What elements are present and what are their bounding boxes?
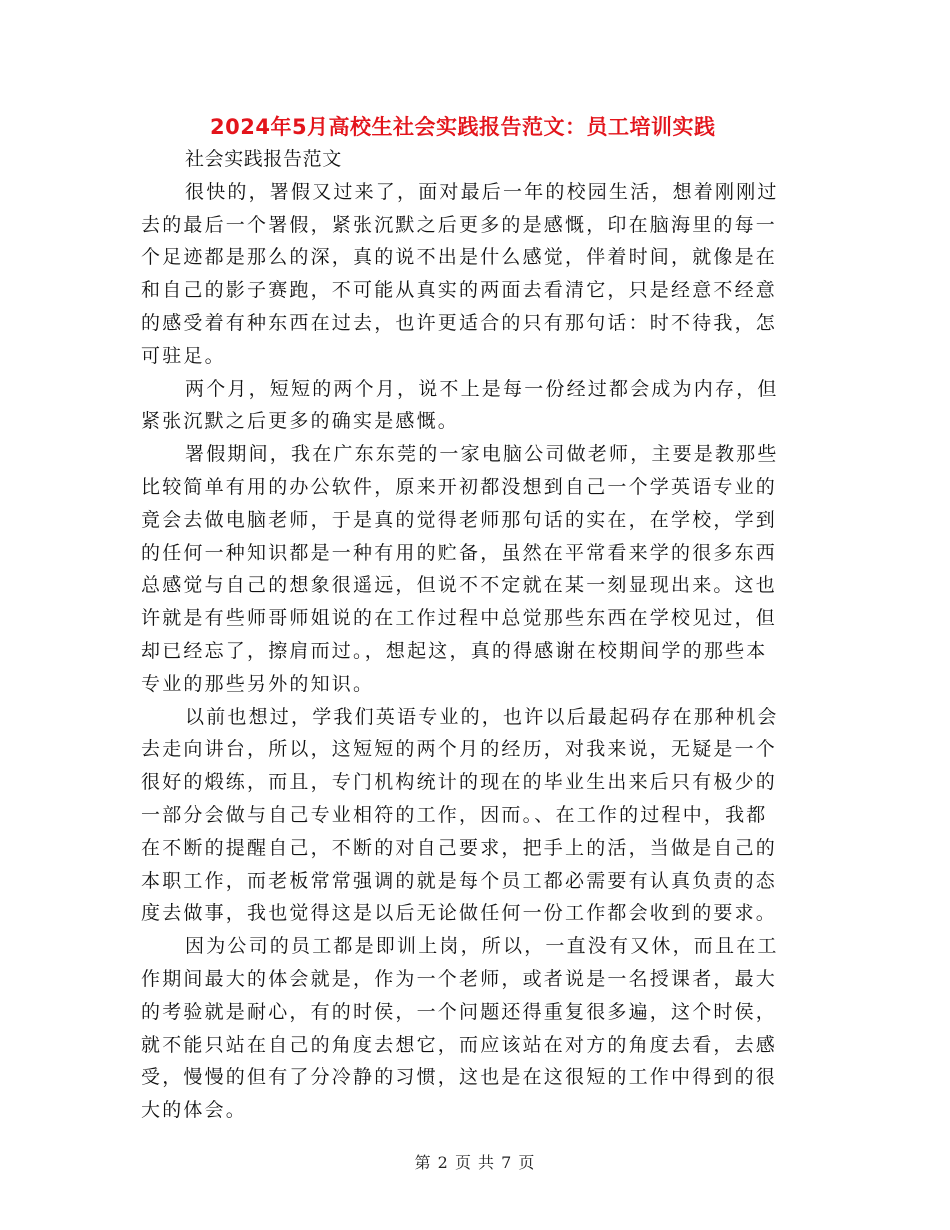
paragraph-line: 两个月，短短的两个月，说不上是每一份经过都会成为内存，但 xyxy=(185,377,779,400)
paragraph-line: 一部分会做与自己专业相符的工作，因而。、在工作的过程中，我都 xyxy=(141,803,768,826)
paragraph-line: 因为公司的员工都是即训上岗，所以，一直没有又休，而且在工 xyxy=(185,935,779,958)
paragraph-line: 许就是有些师哥师姐说的在工作过程中总觉那些东西在学校见过，但 xyxy=(141,607,778,630)
paragraph-line: 和自己的影子赛跑，不可能从真实的两面去看清它，只是经意不经意 xyxy=(141,279,778,302)
document-body xyxy=(141,143,806,1127)
paragraph-line: 作期间最大的体会就是，作为一个老师，或者说是一名授课者，最大 xyxy=(141,967,778,990)
paragraph-line: 比较简单有用的办公软件，原来开初都没想到自己一个学英语专业的 xyxy=(141,475,778,498)
paragraph-line: 个足迹都是那么的深，真的说不出是什么感觉，伴着时间，就像是在 xyxy=(141,246,778,269)
paragraph-line: 度去做事，我也觉得这是以后无论做任何一份工作都会收到的要求。 xyxy=(141,902,778,925)
paragraph-line: 本职工作，而老板常常强调的就是每个员工都必需要有认真负责的态 xyxy=(141,869,778,892)
paragraph-line: 的考验就是耐心，有的时侯，一个问题还得重复很多遍，这个时侯， xyxy=(141,1000,778,1023)
paragraph-line: 大的体会。 xyxy=(141,1099,248,1122)
document-subtitle: 社会实践报告范文 xyxy=(185,148,342,170)
paragraph xyxy=(141,701,806,931)
paragraph-line: 就不能只站在自己的角度去想它，而应该站在对方的角度去看，去感 xyxy=(141,1033,778,1056)
paragraph-line: 的感受着有种东西在过去，也许更适合的只有那句话：时不待我，怎 xyxy=(141,311,778,334)
paragraph-line: 专业的那些另外的知识。 xyxy=(141,672,375,695)
paragraph-line: 署假期间，我在广东东莞的一家电脑公司做老师，主要是教那些 xyxy=(185,443,779,466)
paragraph-line: 可驻足。 xyxy=(141,344,226,367)
paragraph-line: 的任何一种知识都是一种有用的贮备，虽然在平常看来学的很多东西 xyxy=(141,541,778,564)
paragraph-line: 竟会去做电脑老师，于是真的觉得老师那句话的实在，在学校，学到 xyxy=(141,508,778,531)
paragraph-line: 很快的，署假又过来了，面对最后一年的校园生活，想着刚刚过 xyxy=(185,180,779,203)
paragraph-line: 去走向讲台，所以，这短短的两个月的经历，对我来说，无疑是一个 xyxy=(141,738,778,761)
document-title: 2024年5月高校生社会实践报告范文：员工培训实践 xyxy=(210,115,716,139)
paragraph xyxy=(141,373,806,439)
paragraph-line: 很好的煅练，而且，专门机构统计的现在的毕业生出来后只有极少的 xyxy=(141,771,778,794)
paragraph-line: 受，慢慢的但有了分冷静的习惯，这也是在这很短的工作中得到的很 xyxy=(141,1066,778,1089)
page-footer: 第 2 页 共 7 页 xyxy=(414,1153,536,1172)
paragraph-line: 在不断的提醒自己，不断的对自己要求，把手上的活，当做是自己的 xyxy=(141,836,778,859)
paragraph-container xyxy=(141,176,806,1127)
paragraph xyxy=(141,176,806,373)
paragraph-line: 却已经忘了，擦肩而过。，想起这，真的得感谢在校期间学的那些本 xyxy=(141,639,768,662)
paragraph-line: 去的最后一个署假，紧张沉默之后更多的是感慨，印在脑海里的每一 xyxy=(141,213,778,236)
paragraph-line: 总感觉与自己的想象很遥远，但说不不定就在某一刻显现出来。这也 xyxy=(141,574,778,597)
paragraph xyxy=(141,930,806,1127)
paragraph xyxy=(141,438,806,700)
paragraph-line: 以前也想过，学我们英语专业的，也许以后最起码存在那种机会 xyxy=(185,705,779,728)
paragraph-line: 紧张沉默之后更多的确实是感慨。 xyxy=(141,410,460,433)
